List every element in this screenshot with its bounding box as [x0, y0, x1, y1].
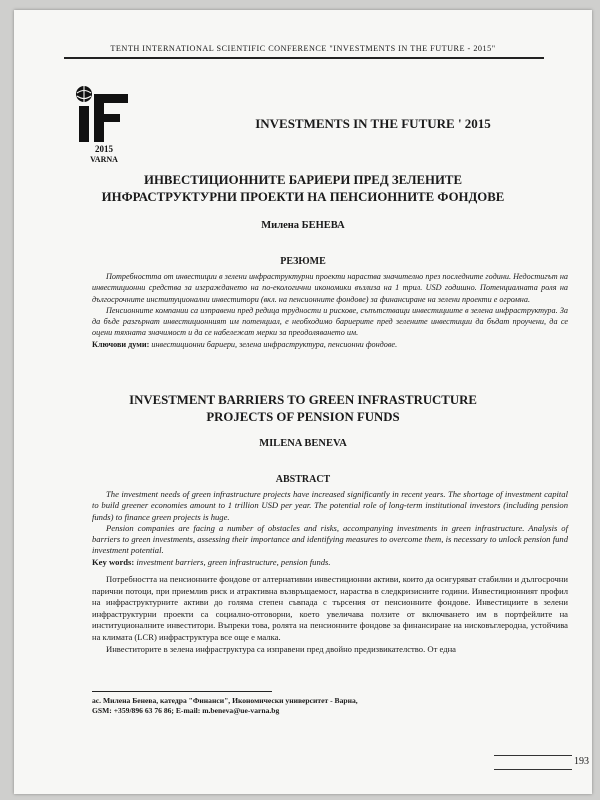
- logo-city: VARNA: [90, 155, 118, 164]
- keywords-bg-text: инвестиционни бариери, зелена инфраструктура, пенсионни фондове.: [151, 339, 398, 349]
- abstract-en-paragraph-1: The investment needs of green infrastructure projects have increased significantly in recent years. The shortage of investment capital to build greener economies amount to 1 trillion USD per year. The potential role of long-term institutional investors (including pension funds) to finance green projects is huge.: [92, 489, 568, 522]
- running-head: TENTH INTERNATIONAL SCIENTIFIC CONFERENCE "INVESTMENTS IN THE FUTURE - 2015": [110, 44, 496, 53]
- abstract-en-paragraph-2: Pension companies are facing a number of obstacles and risks, accompanying investments in green infrastructure. Analysis of barriers to green investments, assessing their importance and identifying measures to overcome them, is necessary to unlock pension fund investment potential.: [92, 522, 568, 556]
- keywords-en-text: investment barriers, green infrastructure, pension funds.: [136, 556, 331, 567]
- paper-title-en-line2: PROJECTS OF PENSION FUNDS: [206, 410, 400, 424]
- abstract-en: [92, 489, 568, 568]
- paper-title-bg-line2: ИНФРАСТРУКТУРНИ ПРОЕКТИ НА ПЕНСИОННИТЕ ФОНДОВЕ: [101, 190, 505, 204]
- author-en: MILENA BENEVA: [259, 438, 347, 449]
- keywords-en-label: Key words:: [92, 556, 135, 567]
- abstract-heading-bg: РЕЗЮМЕ: [280, 256, 326, 267]
- footnote-line-2: GSM: +359/896 63 76 86; E-mail: m.beneva@ue-varna.bg: [92, 706, 280, 715]
- abstract-bg-paragraph-1: Потребността от инвестиции в зелени инфраструктурни проекти нараства значително през последните години. Недостигът на инвестиционни средства за изграждането на по-екологични икономики възлиза на 1 трил. USD годишно. Потенциалната роля на дългосрочните институционални инвеститори (вкл. на пенсионните фондове) за финансиране на зелени проекти е огромна.: [92, 272, 568, 304]
- page-number-rule-top: [494, 755, 572, 756]
- keywords-bg-label: Ключови думи:: [92, 339, 150, 349]
- author-footnote: [92, 696, 568, 716]
- paper-page: [14, 10, 592, 794]
- page-number: 193: [574, 756, 589, 767]
- keywords-en: [92, 557, 568, 568]
- paper-title-bg-line1: ИНВЕСТИЦИОННИТЕ БАРИЕРИ ПРЕД ЗЕЛЕНИТЕ: [144, 173, 462, 187]
- keywords-bg: [92, 339, 568, 350]
- author-bg: Милена БЕНЕВА: [261, 220, 345, 231]
- body-text: [92, 574, 568, 655]
- paper-title-bg: [44, 172, 562, 206]
- body-paragraph-2: Инвеститорите в зелена инфраструктура са изправени пред двойно предизвикателство. От една: [106, 643, 456, 654]
- logo-year: 2015: [95, 144, 113, 154]
- conference-logo-icon: [68, 84, 132, 166]
- abstract-bg-paragraph-2: Пенсионните компании са изправени пред редица трудности и рискове, съпътстващи инвестициите в зелена инфраструктура. За да бъде разгърнат инвестиционният им потенциал, е необходимо бариерите пред зелените инвестиции да бъдат проучени, да се оцени тяхната значимост и да се набележат мерки за преодоляването им.: [92, 305, 568, 338]
- paper-title-en-line1: INVESTMENT BARRIERS TO GREEN INFRASTRUCTURE: [129, 393, 477, 407]
- body-paragraph-1: Потребността на пенсионните фондове от алтернативни инвестиционни активи, които да осигуряват стабилни и дългосрочни парични потоци, при приемлив риск и атрактивна възвръщаемост, нараства в следкризисните години. Инвестиционният профил на инфраструктурните активи до голяма степен съвпада с търсения от пенсионните фондове. Инвестициите в зелени инфраструктурни проекти са социално-отговорни, което увеличава ползите от включването им в портфейлите на институционалните инвеститори. Въпреки това, ролята на пенсионните фондове за финансиране на нисковъглеродна, устойчива на климата (LCR) инфраструктура все още е малка.: [92, 574, 568, 642]
- footnote-rule: [92, 691, 272, 692]
- footnote-line-1: ас. Милена Бенева, катедра "Финанси", Икономически университет - Варна,: [92, 696, 358, 705]
- page-number-rule-bottom: [494, 769, 572, 770]
- header-rule: [64, 57, 544, 59]
- abstract-heading-en: ABSTRACT: [275, 474, 331, 485]
- abstract-bg: [92, 271, 568, 350]
- conference-title: INVESTMENTS IN THE FUTURE ' 2015: [255, 116, 491, 131]
- paper-title-en: [44, 392, 562, 426]
